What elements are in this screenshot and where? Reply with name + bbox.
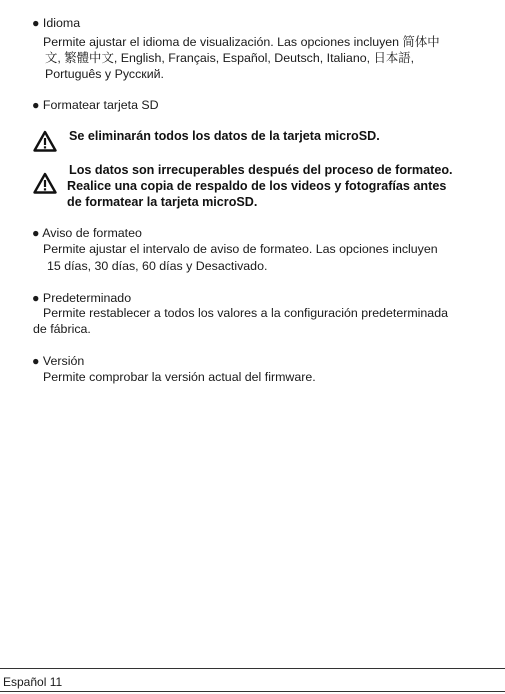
section-title-idioma: ● Idioma [32, 16, 81, 30]
page-footer: Español 11 [3, 675, 63, 689]
section-title-predeterminado: ● Predeterminado [32, 291, 132, 305]
idioma-line-2: 文, 繁體中文, English, Français, Español, Deutsch, Italiano, 日本語, [45, 51, 415, 65]
warning-text-2-line-1: Los datos son irrecuperables después del proceso de formateo. [69, 163, 453, 177]
footer-top-rule [0, 668, 505, 669]
warning-icon [33, 130, 57, 152]
warning-icon [33, 172, 57, 194]
idioma-line-1: Permite ajustar el idioma de visualización. Las opciones incluyen 简体中 [43, 35, 440, 49]
section-title-version: ● Versión [32, 354, 85, 368]
idioma-line-3: Português y Русский. [45, 67, 164, 81]
footer-bottom-rule [0, 691, 505, 692]
warning-text-1-line-1: Se eliminarán todos los datos de la tarjeta microSD. [69, 129, 380, 143]
predeterminado-line-1: Permite restablecer a todos los valores a la configuración predeterminada [43, 306, 448, 320]
aviso-line-2: 15 días, 30 días, 60 días y Desactivado. [47, 259, 268, 273]
predeterminado-line-2: de fábrica. [33, 322, 91, 336]
section-title-formatear: ● Formatear tarjeta SD [32, 98, 159, 112]
section-title-aviso: ● Aviso de formateo [32, 226, 142, 240]
version-line-1: Permite comprobar la versión actual del firmware. [43, 370, 316, 384]
warning-text-2-line-3: de formatear la tarjeta microSD. [67, 195, 258, 209]
aviso-line-1: Permite ajustar el intervalo de aviso de formateo. Las opciones incluyen [43, 242, 438, 256]
warning-text-2-line-2: Realice una copia de respaldo de los videos y fotografías antes [67, 179, 447, 193]
